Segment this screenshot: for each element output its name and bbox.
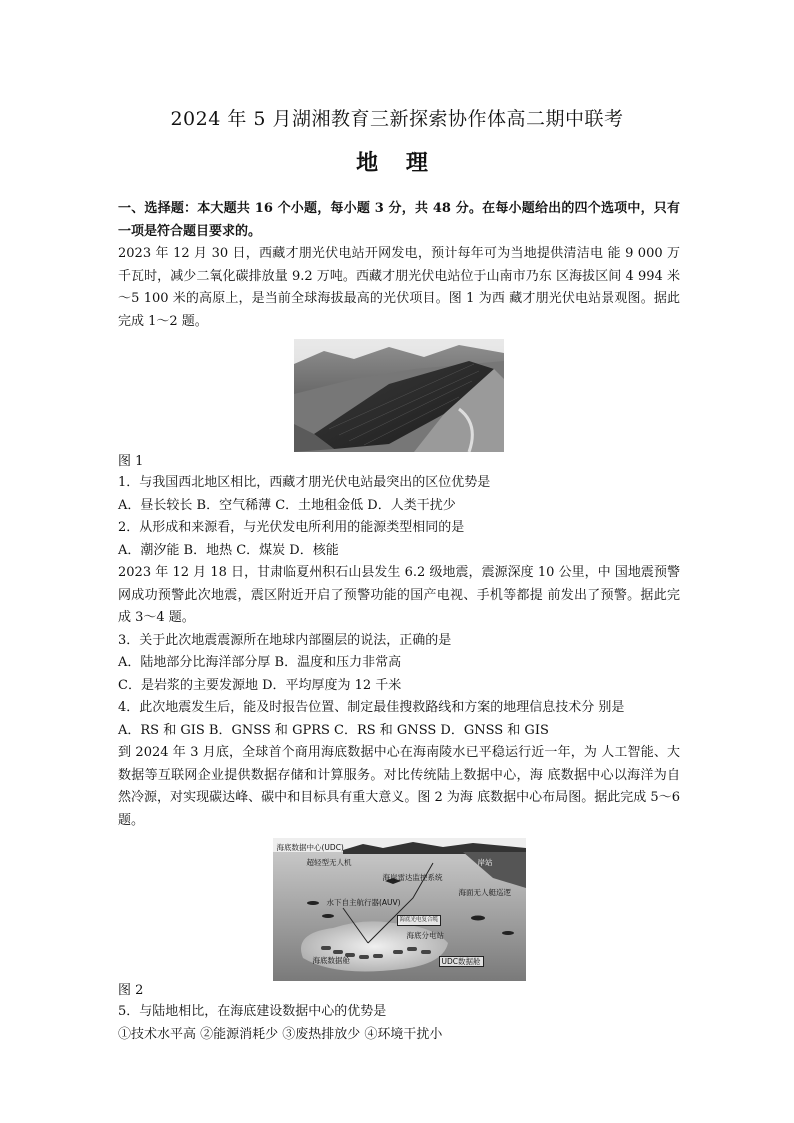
section-heading: 一、选择题：本大题共 16 个小题，每小题 3 分，共 48 分。在每小题给出的四个选项中，只有一项是符合题目要求的。 — [118, 201, 680, 239]
label-udc: 海底数据中心(UDC) — [276, 843, 344, 852]
passage-1: 2023 年 12 月 30 日，西藏才朋光伏电站开网发电，预计每年可为当地提供清洁电 能 9 000 万千瓦时，减少二氧化碳排放量 9.2 万吨。西藏才朋光伏电站位于山南市乃东 区海拔区间 4 994 米～5 100 米的高原上，是当前全球海拔最高的光伏项目。图 1 为西 藏才朋光伏电站景观图。据此完成 1～2 题。 — [118, 246, 680, 329]
question-1-options: A．昼长较长 B．空气稀薄 C．土地租金低 D．人类干扰少 — [118, 497, 456, 513]
label-data-cabin: 海底数据舱 — [312, 956, 350, 965]
label-radar: 海岸雷达监控系统 — [382, 873, 443, 882]
question-3-options-line-2: C．是岩浆的主要发源地 D．平均厚度为 12 千米 — [118, 677, 402, 693]
question-5-options: ①技术水平高 ②能源消耗少 ③废热排放少 ④环境干扰小 — [118, 1026, 443, 1042]
question-1: 1．与我国西北地区相比，西藏才朋光伏电站最突出的区位优势是 — [118, 475, 491, 490]
exam-title: 2024 年 5 月湖湘教育三新探索协作体高二期中联考 — [170, 108, 624, 130]
label-substation: 海底分电站 — [406, 931, 444, 940]
passage-2: 2023 年 12 月 18 日，甘肃临夏州积石山县发生 6.2 级地震，震源深度 10 公里，中 国地震预警网成功预警此次地震，震区附近开启了预警功能的国产电视、手机等都提 前发出了预警。据此完成 3～4 题。 — [118, 565, 680, 625]
label-cable: 海底光电复合缆 — [397, 915, 442, 926]
question-5: 5．与陆地相比，在海底建设数据中心的优势是 — [118, 1004, 387, 1019]
label-shore-station: 岸站 — [477, 858, 493, 867]
subject-title: 地 理 — [356, 150, 438, 176]
question-4: 4．此次地震发生后，能及时报告位置、制定最佳搜救路线和方案的地理信息技术分 别是 — [118, 700, 625, 715]
figure-1-caption: 图 1 — [118, 454, 144, 469]
question-2: 2．从形成和来源看，与光伏发电所利用的能源类型相同的是 — [118, 520, 465, 535]
question-3-options-line-1: A．陆地部分比海洋部分厚 B．温度和压力非常高 — [118, 655, 402, 670]
figure-2-caption: 图 2 — [118, 983, 144, 998]
figure-2-undersea-data-center-layout — [273, 838, 526, 981]
label-drone: 超轻型无人机 — [306, 858, 352, 867]
question-content — [118, 198, 680, 1046]
solar-station-illustration — [294, 339, 504, 452]
question-3: 3．关于此次地震震源所在地球内部圈层的说法，正确的是 — [118, 632, 452, 648]
label-usv: 海面无人艇巡逻 — [458, 888, 511, 897]
label-auv: 水下自主航行器(AUV) — [326, 898, 401, 907]
passage-3: 到 2024 年 3 月底，全球首个商用海底数据中心在海南陵水已平稳运行近一年，为 人工智能、大数据等互联网企业提供数据存储和计算服务。对比传统陆上数据中心，海 底数据中心以海洋为自然冷源，对实现碳达峰、碳中和目标具有重大意义。图 2 为海 底数据中心布局图。据此完成 5～6 题。 — [118, 745, 680, 828]
question-2-options: A．潮汐能 B．地热 C．煤炭 D．核能 — [118, 542, 339, 558]
label-udc-cabin: UDC数据舱 — [439, 956, 484, 967]
question-4-options: A．RS 和 GIS B．GNSS 和 GPRS C．RS 和 GNSS D．GNSS 和 GIS — [118, 722, 549, 738]
figure-1-solar-station-photo — [294, 339, 504, 452]
